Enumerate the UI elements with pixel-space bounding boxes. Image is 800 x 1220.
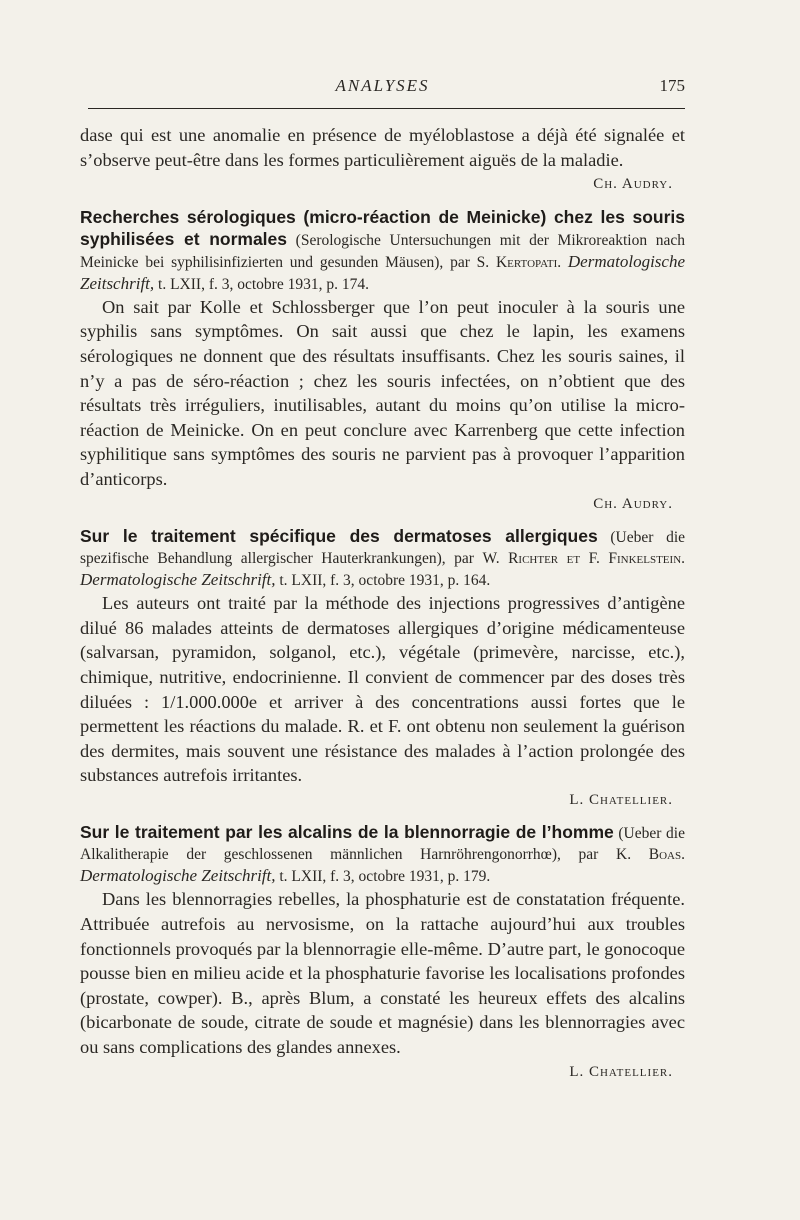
entry-1 (80, 207, 685, 516)
entry-2 (80, 526, 685, 812)
intro-signature: Ch. Audry. (593, 176, 673, 193)
entry-body: Les auteurs ont traité par la méthode des injections progressives d’antigène dilué 86 malades atteints de dermatoses allergiques d’origine médicamenteuse (salvarsan, pyramidon, solganol, etc.), végétale (primevère, narcisse, etc.), chimique, nutritive, endocrinienne. Il convient de commencer par des doses très diluées : 1/1.000.000e et arriver à des concentrations aussi fortes que le permettent les réactions du malade. R. et F. ont obtenu non seulement la guérison des dermites, mais souvent une résistance des malades à l’action prolongée des substances autrefois irritantes. (80, 593, 685, 786)
header-rule (88, 108, 685, 109)
entry-title-block (80, 822, 685, 887)
entry-original-title: (Serologische Untersuchungen mit der Mikroreaktion nach Meinicke bei syphilisinfizierten und gesunden Mäusen), par (80, 231, 685, 271)
entry-original-title: (Ueber die spezifische Behandlung allergischer Hauterkrankungen), par (80, 529, 686, 568)
running-title: ANALYSES (335, 76, 430, 95)
page (80, 70, 685, 1084)
page-header (80, 70, 685, 104)
page-number: 175 (659, 76, 685, 95)
entry-journal: Dermatologische Zeitschrift, (80, 866, 276, 886)
entry-citation: t. LXII, f. 3, octobre 1931, p. 174. (158, 275, 369, 293)
entry-journal: Dermatologische Zeitschrift, (80, 251, 685, 293)
entry-signature: Ch. Audry. (593, 495, 673, 512)
entry-body: On sait par Kolle et Schlossberger que l’on peut inoculer à la souris une syphilis sans symptômes. On sait aussi que chez le lapin, les examens sérologiques ne donnent que des résultats insuffisants. Chez les souris saines, il n’y a pas de séro-réaction ; chez les souris infectées, on n’obtient que des résultats très irréguliers, inutilisables, autant du moins qu’on utilise la micro-réaction de Meinicke. On en peut conclure avec Karrenberg que cette infection syphilitique sans symptômes des souris ne parvient pas à provoquer l’apparition d’anticorps. (80, 296, 685, 489)
entry-authors: K. Boas. (616, 846, 685, 864)
entry-title: Sur le traitement par les alcalins de la blennorragie de l’homme (80, 822, 614, 843)
entry-original-title: (Ueber die Alkalitherapie der geschlossenen männlichen Harnröhrengonorrhœ), par (80, 825, 685, 864)
entry-body: Dans les blennorragies rebelles, la phosphaturie est de constatation fréquente. Attribuée autrefois au nervosisme, on la rattache aujourd’hui aux troubles fonctionnels provoqués par la blennorragie elle-même. D’autre part, le gonocoque pousse bien en milieu acide et la phosphaturie favorise les localisations profondes (prostate, cowper). B., après Blum, a constaté les heureux effets des alcalins (bicarbonate de soude, citrate de soude et magnésie) dans les blennorragies avec ou sans complications des glandes annexes. (80, 889, 685, 1058)
entry-title-block (80, 526, 685, 591)
entry-3 (80, 822, 685, 1084)
entry-authors: W. Richter et F. Finkelstein. (482, 550, 686, 568)
entry-title: Sur le traitement spécifique des dermatoses allergiques (80, 526, 598, 547)
entry-title-block (80, 207, 685, 295)
entry-title: Recherches sérologiques (micro-réaction de Meinicke) chez les souris syphilisées et normales (80, 206, 685, 249)
intro-paragraph: dase qui est une anomalie en présence de myéloblastose a déjà été signalée et s’observe peut-être dans les formes particulièrement aiguës de la maladie. (80, 125, 685, 170)
entry-citation: t. LXII, f. 3, octobre 1931, p. 164. (279, 572, 491, 590)
entry-authors: S. Kertopati. (476, 253, 562, 271)
entry-journal: Dermatologische Zeitschrift, (80, 570, 276, 590)
entry-signature: L. Chatellier. (569, 791, 673, 808)
entry-signature: L. Chatellier. (569, 1063, 673, 1080)
entry-citation: t. LXII, f. 3, octobre 1931, p. 179. (279, 868, 491, 886)
